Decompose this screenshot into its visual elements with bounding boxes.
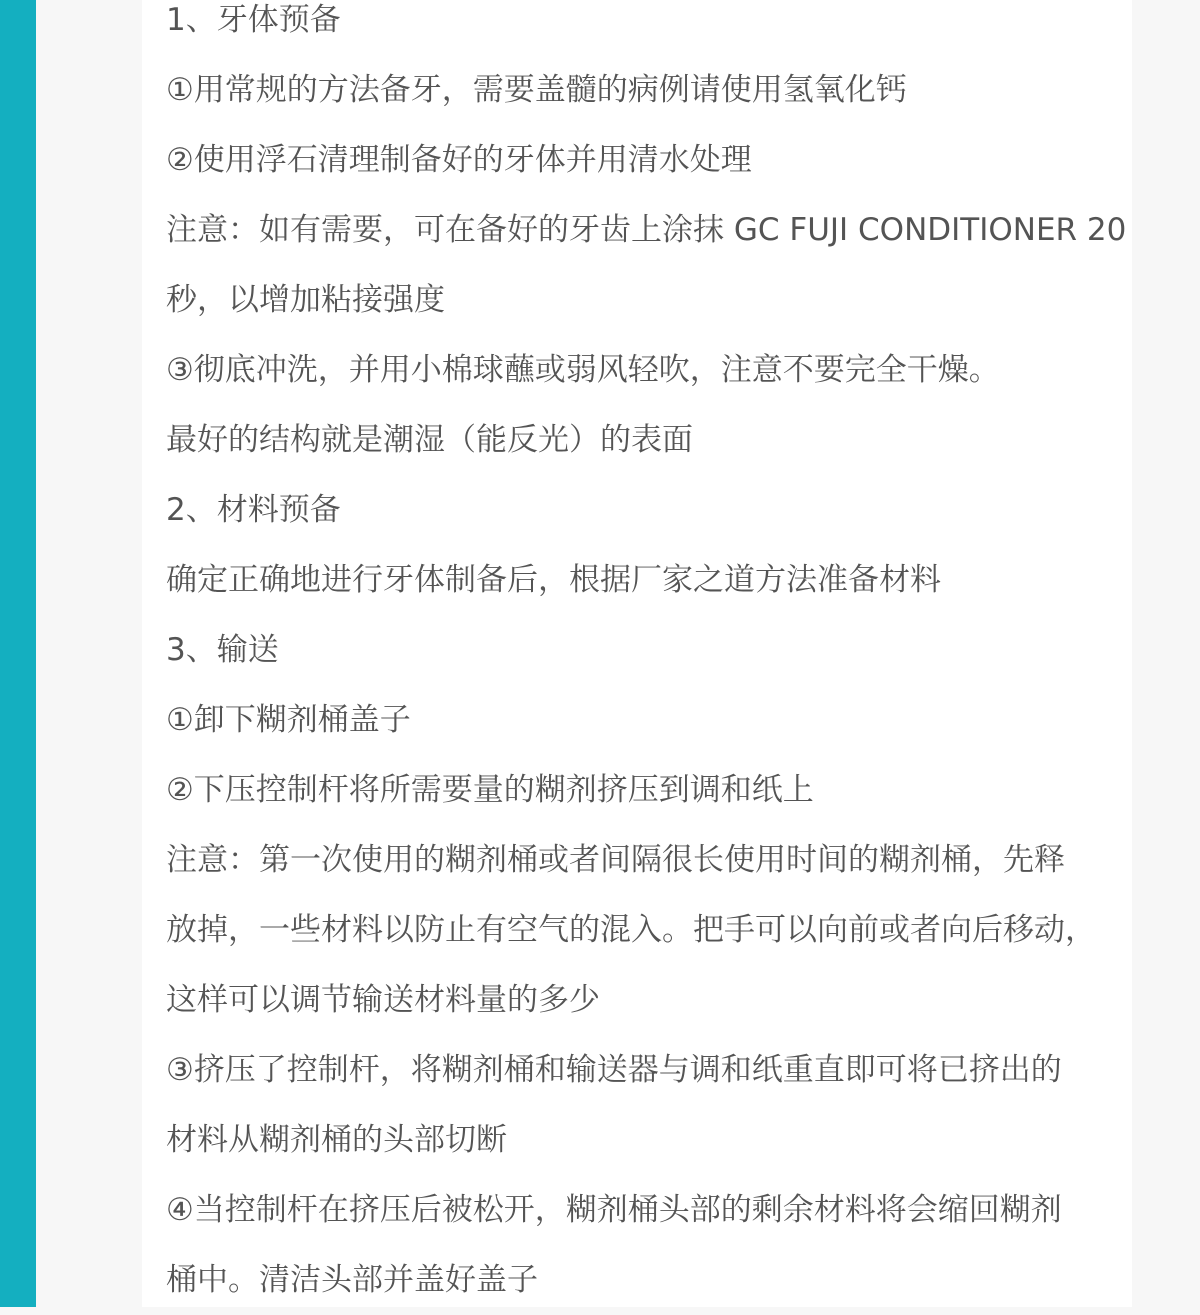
paragraph-line: 材料从糊剂桶的头部切断 [166, 1122, 507, 1158]
paragraph-line: ②使用浮石清理制备好的牙体并用清水处理 [166, 142, 752, 178]
note-line: 这样可以调节输送材料量的多少 [166, 982, 600, 1018]
left-accent-bar [0, 0, 36, 1307]
paragraph-line: ①用常规的方法备牙，需要盖髓的病例请使用氢氧化钙 [166, 72, 907, 108]
note-line: 注意：如有需要，可在备好的牙齿上涂抹 GC FUJI CONDITIONER 20 [166, 212, 1127, 248]
paragraph-line: 确定正确地进行牙体制备后，根据厂家之道方法准备材料 [166, 562, 941, 598]
paragraph-line: ④当控制杆在挤压后被松开，糊剂桶头部的剩余材料将会缩回糊剂 [166, 1192, 1062, 1228]
paragraph-line: ①卸下糊剂桶盖子 [166, 702, 411, 738]
heading-material-preparation: 2、材料预备 [166, 492, 341, 528]
paragraph-line: ②下压控制杆将所需要量的糊剂挤压到调和纸上 [166, 772, 814, 808]
article-text [166, 0, 1126, 1315]
paragraph-line: ③挤压了控制杆，将糊剂桶和输送器与调和纸重直即可将已挤出的 [166, 1052, 1062, 1088]
article-content [142, 0, 1132, 1307]
note-line: 放掉，一些材料以防止有空气的混入。把手可以向前或者向后移动， [166, 912, 1096, 948]
heading-tooth-preparation: 1、牙体预备 [166, 2, 341, 38]
paragraph-line: 桶中。清洁头部并盖好盖子 [166, 1262, 538, 1298]
heading-delivery: 3、输送 [166, 632, 279, 668]
paragraph-line: ③彻底冲洗，并用小棉球蘸或弱风轻吹，注意不要完全干燥。 [166, 352, 1000, 388]
note-line: 注意：第一次使用的糊剂桶或者间隔很长使用时间的糊剂桶，先释 [166, 842, 1065, 878]
paragraph-line: 最好的结构就是潮湿（能反光）的表面 [166, 422, 693, 458]
note-line: 秒，以增加粘接强度 [166, 282, 445, 318]
